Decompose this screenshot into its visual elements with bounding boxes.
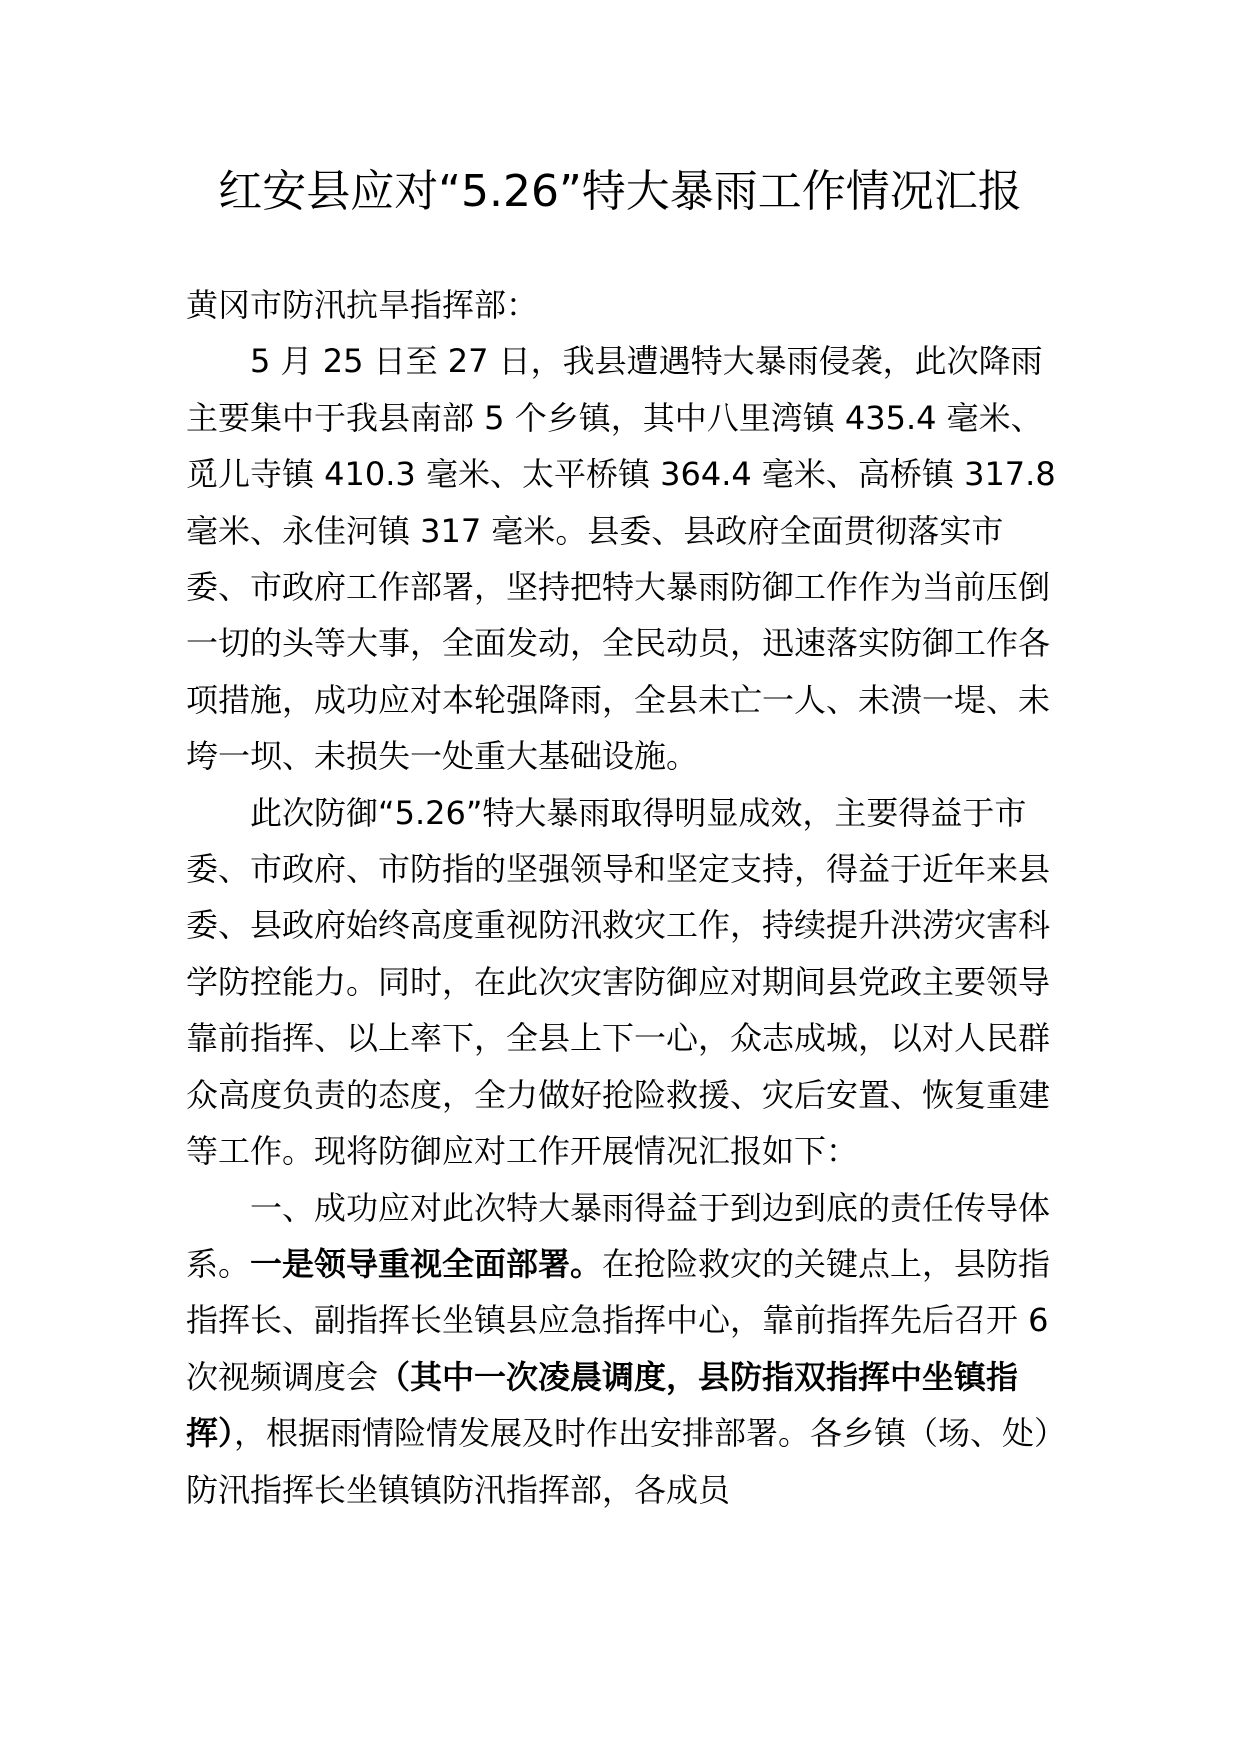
bold-heading-leadership: 一是领导重视全面部署。 bbox=[250, 1244, 603, 1283]
bold-note-dispatch: （其中一次凌晨调度，县防指双指挥中坐镇指挥） bbox=[186, 1357, 1019, 1453]
paragraph-responsibility-system bbox=[186, 1180, 1066, 1518]
document-title: 红安县应对“5.26”特大暴雨工作情况汇报 bbox=[218, 166, 1022, 217]
document-body bbox=[186, 277, 1066, 1518]
paragraph-text-segment: 在抢险救灾的关键点上，县防指指挥长、副指挥长坐镇县应急指挥中心，靠前指挥先后召开 6 次视频调度会 bbox=[186, 1244, 1051, 1396]
paragraph-text-segment: ，根据雨情险情发展及时作出安排部署。各乡镇（场、处）防汛指挥长坐镇镇防汛指挥部，各成员 bbox=[186, 1414, 1051, 1509]
paragraph-rainfall-summary: 5 月 25 日至 27 日，我县遭遇特大暴雨侵袭，此次降雨主要集中于我县南部 5 个乡镇，其中八里湾镇 435.4 毫米、觅儿寺镇 410.3 毫米、太平桥镇 364.4 毫米、高桥镇 317.8 毫米、永佳河镇 317 毫米。县委、县政府全面贯彻落实市委、市政府工作部署，坚持把特大暴雨防御工作作为当前压倒一切的头等大事，全面发动，全民动员，迅速落实防御工作各项措施，成功应对本轮强降雨，全县未亡一人、未溃一堤、未垮一坝、未损失一处重大基础设施。 bbox=[186, 342, 1056, 776]
paragraph-achievements: 此次防御“5.26”特大暴雨取得明显成效，主要得益于市委、市政府、市防指的坚强领导和坚定支持，得益于近年来县委、县政府始终高度重视防汛救灾工作，持续提升洪涝灾害科学防控能力。同时，在此次灾害防御应对期间县党政主要领导靠前指挥、以上率下，全县上下一心，众志成城，以对人民群众高度负责的态度，全力做好抢险救援、灾后安置、恢复重建等工作。现将防御应对工作开展情况汇报如下： bbox=[186, 793, 1051, 1171]
salutation: 黄冈市防汛抗旱指挥部： bbox=[186, 286, 539, 324]
paragraph-text-segment: 一、成功应对此次特大暴雨得益于到边到底的责任传导体系。 bbox=[186, 1188, 1051, 1283]
